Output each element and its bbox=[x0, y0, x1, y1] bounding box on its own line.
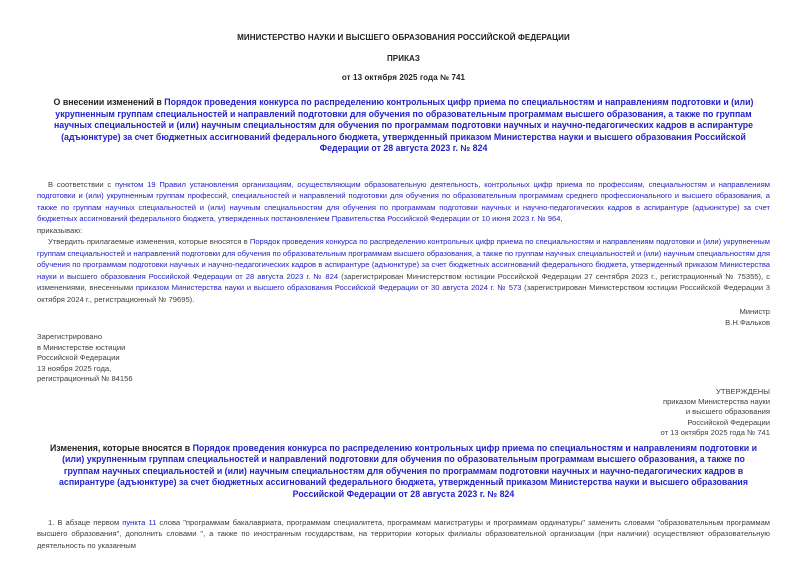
text-segment: 1. В абзаце первом bbox=[48, 517, 123, 527]
approved-line: от 13 октября 2025 года № 741 bbox=[660, 428, 770, 438]
preamble-paragraph bbox=[37, 179, 770, 225]
registration-line: 13 ноября 2025 года, bbox=[37, 363, 112, 373]
text-segment: В соответствии с bbox=[48, 179, 115, 189]
text-segment: (зарегистрирован Министерством юстиции Российской Федерации 27 сентября 2023 г., регистрационный № 75355), с изменениями, внесенными bbox=[37, 271, 770, 293]
minister-name: В.Н.Фальков bbox=[725, 317, 770, 327]
approved-line: Российской Федерации bbox=[687, 417, 770, 427]
approved-line: приказом Министерства науки bbox=[662, 396, 770, 406]
approved-block bbox=[37, 387, 770, 439]
approve-paragraph bbox=[37, 236, 770, 305]
text-segment: слова "программам бакалавриата, программам специалитета, программам магистратуры и программам ординатуры" заменить словами "образовательным программам высшего образования", дополнить словами ", а также по иностранным государствам, на территории которых филиалы образовательной организации (при наличии) осуществляют образовательную деятельность по указанным bbox=[37, 517, 771, 550]
registration-line: регистрационный № 84156 bbox=[37, 374, 133, 384]
ministry-name: МИНИСТЕРСТВО НАУКИ И ВЫСШЕГО ОБРАЗОВАНИЯ РОССИЙСКОЙ ФЕДЕРАЦИИ bbox=[237, 33, 570, 42]
doc-link[interactable]: Порядок проведения конкурса по распределению контрольных цифр приема по специальностям и направлениям подготовки и (или) укрупненным группам специальностей и направлений подготовки для обучения по образовательным программам высшего образования, а также по группам научных специальностей и (или) научным специальностям для обучения по программам подготовки научных и научно-педагогических кадров в аспирантуре (адъюнктуре) за счет бюджетных ассигнований федерального бюджета, утвержденный приказом Министерства науки и высшего образования Российской Федерации от 28 августа 2023 г. № 824 bbox=[59, 442, 758, 499]
text-segment: (зарегистрирован Министерством юстиции Российской Федерации 3 октября 2024 г., регистрационный № 79695). bbox=[37, 283, 770, 304]
text-segment: Утвердить прилагаемые изменения, которые вносятся в bbox=[48, 237, 250, 247]
doc-link[interactable]: пунктом 19 Правил установления организациям, осуществляющим образовательную деятельность, контрольных цифр приема по профессиям, специальностям и направлениям подготовки и (или) укрупненным группам профессий, специальностей и направлений подготовки для обучения по образовательным программам среднего профессионального и высшего образования, а также по группам научных специальностей и (или) научным специальностям для обучения по программам подготовки научных и научно-педагогических кадров в аспирантуре (адъюнктуре) за счет бюджетных ассигнований федерального бюджета, утвержденных постановлением Правительства Российской Федерации от 10 июня 2023 г. № 964 bbox=[37, 179, 770, 224]
amendment-item-1 bbox=[37, 517, 770, 552]
doc-link[interactable]: пункта 11 bbox=[122, 517, 157, 527]
registration-block bbox=[37, 332, 770, 384]
text-segment: , bbox=[560, 214, 563, 224]
registration-line: в Министерстве юстиции bbox=[37, 342, 126, 352]
document-date-number: от 13 октября 2025 года № 741 bbox=[341, 73, 466, 82]
doc-link[interactable]: Порядок проведения конкурса по распределению контрольных цифр приема по специальностям и направлениям подготовки и (или) укрупненным группам специальностей и направлений подготовки для обучения по образовательным программам высшего образования, а также по группам научных специальностей и (или) научным специальностям для обучения по программам подготовки научных и научно-педагогических кадров в аспирантуре (адъюнктуре) за счет бюджетных ассигнований федерального бюджета, утвержденный приказом Министерства науки и высшего образования Российской Федерации от 28 августа 2023 г. № 824 bbox=[53, 97, 754, 154]
approved-line: УТВЕРЖДЕНЫ bbox=[716, 386, 770, 396]
minister-position: Министр bbox=[739, 307, 770, 317]
text-segment: Изменения, которые вносятся в bbox=[49, 442, 193, 453]
doc-link[interactable]: приказом Министерства науки и высшего образования Российской Федерации от 30 августа 2024 г. № 573 bbox=[135, 283, 522, 293]
order-word-line: приказываю: bbox=[37, 225, 83, 235]
doc-link[interactable]: Порядок проведения конкурса по распределению контрольных цифр приема по специальностям и направлениям подготовки и (или) укрупненным группам специальностей и направлений подготовки для обучения по образовательным программам высшего образования, а также по группам научных специальностей и (или) научным специальностям для обучения по программам подготовки научных и научно-педагогических кадров в аспирантуре (адъюнктуре) за счет бюджетных ассигнований федерального бюджета, утвержденный приказом Министерства науки и высшего образования Российской Федерации от 28 августа 2023 г. № 824 bbox=[37, 237, 770, 281]
minister-signature bbox=[37, 307, 770, 328]
registration-line: Российской Федерации bbox=[37, 353, 120, 363]
order-title bbox=[43, 97, 764, 155]
registration-line: Зарегистрировано bbox=[37, 332, 103, 342]
document-type: ПРИКАЗ bbox=[386, 54, 421, 63]
approved-line: и высшего образования bbox=[685, 407, 770, 417]
amendments-title bbox=[43, 443, 764, 501]
text-segment: О внесении изменений в bbox=[53, 97, 165, 107]
